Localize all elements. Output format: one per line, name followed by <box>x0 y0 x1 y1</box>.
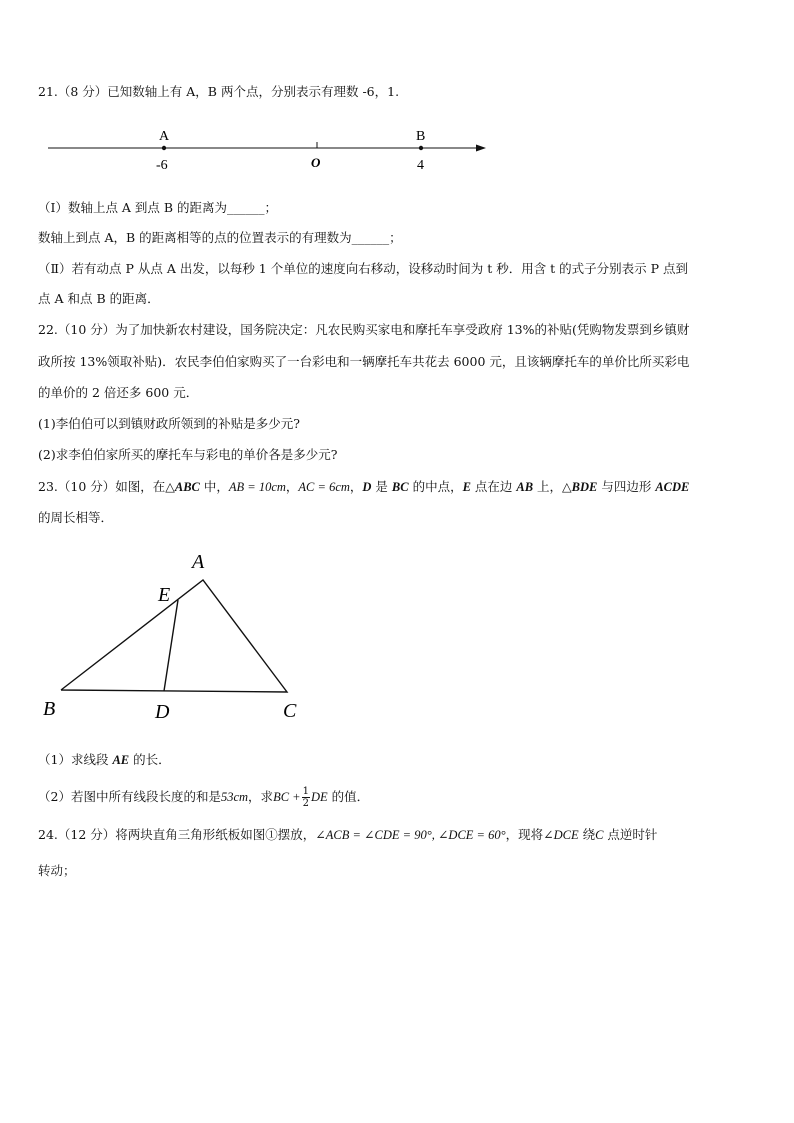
number-line-figure <box>40 122 500 178</box>
q21-part1-line1: （Ⅰ）数轴上点 A 到点 B 的距离为______； <box>38 200 278 215</box>
q23-text: 中， <box>199 479 229 494</box>
q24-line1 <box>38 827 758 843</box>
q23-ab-value: AB = 10cm <box>228 480 286 494</box>
q23-text: ， <box>285 479 299 494</box>
q23-sub2-text: 的值． <box>327 789 370 804</box>
q21-part2-line1: （Ⅱ）若有动点 P 从点 A 出发，以每秒 1 个单位的速度向右移动，设移动时间为 t 秒．用含 t 的式子分别表示 P 点到 <box>38 261 689 276</box>
q23-acde: ACDE <box>655 480 690 494</box>
q23-text: 上，△ <box>533 479 572 494</box>
q22-sub1: (1)李伯伯可以到镇财政所领到的补贴是多少元? <box>38 416 300 431</box>
q22-line1: 22.（10 分）为了加快新农村建设，国务院决定：凡农民购买家电和摩托车享受政府 13%的补贴(凭购物发票到乡镇财 <box>38 322 690 337</box>
q21-heading: 21.（8 分）已知数轴上有 A，B 两个点，分别表示有理数 -6，1. <box>38 84 400 99</box>
q23-sum-value: 53cm <box>220 790 249 804</box>
q24-text: 绕 <box>578 827 596 842</box>
tick-label-minus6: -6 <box>156 158 168 173</box>
q23-sub1-text: （1）求线段 <box>38 752 113 767</box>
q22-sub2: (2)求李伯伯家所买的摩托车与彩电的单价各是多少元? <box>38 447 338 462</box>
tick-label-4: 4 <box>417 158 424 173</box>
q23-ac-value: AC = 6cm <box>298 480 350 494</box>
q23-line2: 的周长相等． <box>38 510 114 525</box>
q23-text: 与四边形 <box>597 479 656 494</box>
point-a-dot <box>162 146 166 150</box>
segment-de <box>164 600 178 691</box>
q23-bc-plus: BC + <box>273 790 301 804</box>
q21-part2-line2: 点 A 和点 B 的距离． <box>38 291 160 306</box>
q23-e: E <box>462 480 471 494</box>
tick-label-origin: O <box>311 155 321 170</box>
triangle-abc <box>61 580 287 692</box>
q23-text: 的中点， <box>408 479 463 494</box>
q23-sub1-text: 的长． <box>129 752 171 767</box>
q23-text: 点在边 <box>470 479 517 494</box>
q23-sub1 <box>38 752 758 768</box>
q21-part1-line2: 数轴上到点 A，B 的距离相等的点的位置表示的有理数为______； <box>38 230 402 245</box>
point-b-dot <box>419 146 423 150</box>
q22-line2: 政所按 13%领取补贴)．农民李伯伯家购买了一台彩电和一辆摩托车共花去 6000 元，且该辆摩托车的单价比所买彩电 <box>38 354 690 369</box>
number-line-arrow <box>476 145 486 152</box>
q23-sub2 <box>38 786 758 809</box>
q24-point-c: C <box>595 828 604 842</box>
q23-text: 23.（10 分）如图，在△ <box>38 479 175 494</box>
vertex-a-label: A <box>192 551 205 573</box>
vertex-b-label: B <box>43 698 56 720</box>
q23-text: 是 <box>371 479 392 494</box>
q23-ae: AE <box>112 753 130 767</box>
q24-text: 点逆时针 <box>603 827 658 842</box>
fraction-one-half <box>302 786 310 809</box>
q24-text: 24.（12 分）将两块直角三角形纸板如图①摆放， <box>38 827 316 842</box>
vertex-d-label: D <box>155 701 170 723</box>
q23-sub2-text: （2）若图中所有线段长度的和是 <box>38 789 221 804</box>
q24-line2: 转动； <box>38 863 76 878</box>
triangle-figure <box>30 545 320 730</box>
q23-de: DE <box>310 790 328 804</box>
q24-text: ，现将 <box>505 827 544 842</box>
q23-sub2-text: ，求 <box>248 789 274 804</box>
q23-bde: BDE <box>571 480 598 494</box>
q24-angle-dce: ∠DCE <box>543 828 579 842</box>
q23-line1 <box>38 479 758 495</box>
q23-d: D <box>362 480 372 494</box>
vertex-c-label: C <box>283 700 297 722</box>
fraction-denominator: 2 <box>302 798 309 809</box>
point-b-label: B <box>416 129 426 144</box>
q23-ab: AB <box>516 480 534 494</box>
q23-text: ， <box>349 479 363 494</box>
point-a-label: A <box>159 129 170 144</box>
fraction-numerator: 1 <box>302 786 309 797</box>
q22-line3: 的单价的 2 倍还多 600 元． <box>38 385 199 400</box>
q23-abc: ABC <box>174 480 200 494</box>
q24-angles: ∠ACB = ∠CDE = 90°, ∠DCE = 60° <box>315 828 506 842</box>
q23-bc: BC <box>391 480 409 494</box>
vertex-e-label: E <box>158 584 171 606</box>
